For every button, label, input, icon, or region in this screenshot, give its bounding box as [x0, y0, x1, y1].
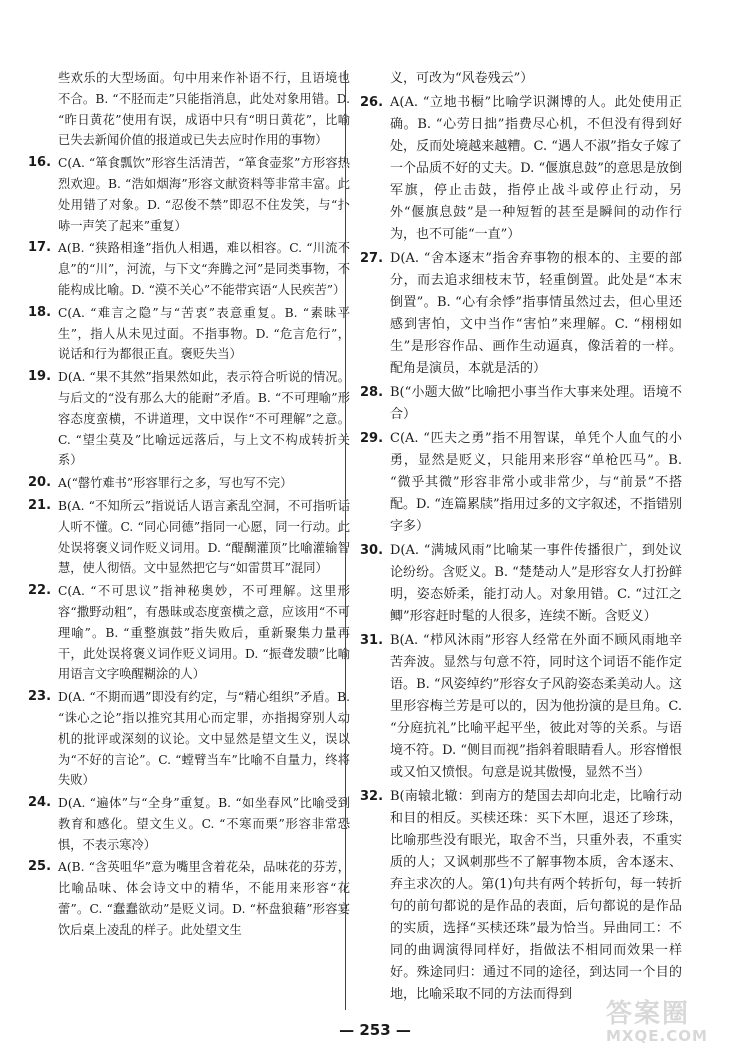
column-divider [345, 70, 346, 1010]
answer-number: 22. [28, 583, 52, 599]
answer-number: 16. [28, 155, 52, 171]
answer-entry [360, 428, 682, 538]
answer-explanation: A(B. “狭路相逢”指仇人相遇，难以相容。C. “川流不息”的“川”，河流，与下文“奔腾之河”是同类事物，不能构成比喻。D. “漠不关心”不能带宾语“人民疾苦”） [58, 241, 350, 297]
answer-entry [28, 857, 350, 940]
page-number-value: 253 [359, 1021, 391, 1039]
answer-number: 17. [28, 240, 52, 256]
answer-entry [28, 367, 350, 471]
answer-number: 26. [360, 95, 384, 110]
answer-explanation: C(A. “匹夫之勇”指不用智谋，单凭个人血气的小勇，显然是贬义，只能用来形容“单枪匹马”。B. “微乎其微”形容非常小或非常少，与“前景”不搭配。D. “连篇累牍”指用过多的文字叙述，不指错别字多） [390, 431, 682, 534]
page-number: — 253 — [339, 1021, 411, 1039]
answer-explanation: C(A. “难言之隐”与“苦衷”表意重复。B. “素昧平生”，指人从未见过面。不指事物。D. “危言危行”，说话和行为都很正直。褒贬失当） [58, 305, 350, 362]
answer-number: 23. [28, 689, 52, 705]
answer-entry [360, 248, 682, 380]
answer-entry [28, 303, 350, 365]
answer-number: 18. [28, 304, 52, 320]
answer-explanation: A(“罄竹难书”形容罪行之多，写也写不完） [58, 476, 293, 491]
answer-entry [360, 540, 682, 628]
answer-number: 27. [360, 251, 384, 266]
answer-entry [28, 153, 350, 236]
answer-number: 30. [360, 543, 384, 558]
answer-number: 19. [28, 369, 52, 385]
answer-explanation: D(A. “果不其然”指果然如此，表示符合听说的情况。与后文的“没有那么大的能耐”矛盾。B. “不可理喻”形容态度蛮横，不讲道理，文中误作“不可理解”之意。C. “望尘莫及”比喻远远落后，与上文不构成转折关系） [58, 370, 350, 468]
answer-entry [360, 92, 682, 246]
answer-explanation: D(A. “不期而遇”即没有约定，与“精心组织”矛盾。B. “诛心之论”指以推究其用心而定罪，亦指揭穿别人动机的批评或深刻的议论。文中显然是望文生义，误以为“不好的言论”。C. “螳臂当车”比喻不自量力，终将失败） [58, 690, 350, 788]
answer-explanation: C(A. “箪食瓢饮”形容生活清苦，“箪食壶浆”方形容热烈欢迎。B. “浩如烟海”形容文献资料等非常丰富。此处用错了对象。D. “忍俊不禁”即忍不住发笑，与“扑哧一声笑了起来”重复） [58, 156, 350, 233]
answer-explanation: B(A. “不知所云”指说话人语言紊乱空洞，不可指听话人听不懂。C. “同心同德”指同一心愿，同一行动。此处误将褒义词作贬义词用。D. “醍醐灌顶”比喻灌输智慧，使人彻悟。文中显然把它与“如雷贯耳”混同） [58, 498, 350, 576]
answer-explanation: D(A. “满城风雨”比喻某一事件传播很广，到处议论纷纷。含贬义。B. “楚楚动人”是形容女人打扮鲜明，姿态娇柔，能打动人。对象用错。C. “过江之鲫”形容赶时髦的人很多，连续不断。含贬义） [390, 543, 682, 624]
answer-explanation: B(南辕北辙：到南方的楚国去却向北走，比喻行动和目的相反。买椟还珠：买下木匣，退还了珍珠，比喻那些没有眼光，取舍不当，只重外表，不重实质的人；又讽刺那些不了解事物本质，舍本逐末、弃主求次的人。第(1)句共有两个转折句，每一转折句的前句都说的是作品的表面，后句都说的是作品的实质，选择“买椟还珠”最为恰当。异曲同工：不同的曲调演得同样好，指做法不相同而效果一样好。殊途同归：通过不同的途径，到达同一个目的地，比喻采取不同的方法而得到 [390, 789, 682, 1002]
answer-explanation: B(A. “栉风沐雨”形容人经常在外面不顾风雨地辛苦奔波。显然与句意不符，同时这个词语不能作定语。B. “风姿绰约”形容女子风韵姿态柔美动人。这里形容梅兰芳是可以的，因为他扮演的是旦角。C. “分庭抗礼”比喻平起平坐，彼此对等的关系。与语境不符。D. “侧目而视”指斜着眼睛看人。形容憎恨或又怕又愤恨。句意是说其傲慢，显然不当） [390, 633, 682, 780]
left-continuation-text: 些欢乐的大型场面。句中用来作补语不行，且语境也不合。B. “不胫而走”只能指消息，此处对象用错。D. “昨日黄花”使用有误，成语中只有“明日黄花”，比喻已失去新闻价值的报道或已失去应时作用的事物） [58, 71, 350, 148]
answer-number: 21. [28, 497, 52, 513]
answer-explanation: A(B. “含英咀华”意为嘴里含着花朵，品味花的芬芳，比喻品味、体会诗文中的精华，不能用来形容“花蕾”。C. “蠢蠢欲动”是贬义词。D. “杯盘狼藉”形容宴饮后桌上凌乱的样子。此处望文生 [58, 860, 350, 937]
answer-entry [28, 687, 350, 791]
answer-entry [28, 581, 350, 685]
right-continuation-text: 义，可改为“风卷残云”） [390, 71, 534, 86]
answer-explanation: C(A. “不可思议”指神秘奥妙，不可理解。这里形容“撒野动粗”，有愚昧或态度蛮横之意，应该用“不可理喻”。B. “重整旗鼓”指失败后，重新聚集力量再干，此处误将褒义词作贬义词用。D. “振聋发聩”比喻用语言文字唤醒糊涂的人） [58, 584, 350, 682]
answer-entry [28, 473, 350, 494]
watermark-sub-text: MXQE.COM [606, 1027, 708, 1045]
answer-explanation: B(“小题大做”比喻把小事当作大事来处理。语境不合） [390, 385, 682, 422]
answer-number: 28. [360, 385, 384, 400]
answer-explanation: D(A. “舍本逐末”指舍弃事物的根本的、主要的部分，而去追求细枝末节，轻重倒置。此处是“本末倒置”。B. “心有余悸”指事情虽然过去，但心里还感到害怕，文中当作“害怕”来理解。C. “栩栩如生”是形容作品、画作生动逼真，像活着的一样。配角是演员，本就是活的） [390, 251, 682, 376]
answer-entry [28, 496, 350, 579]
answer-number: 25. [28, 859, 52, 875]
watermark-logo [606, 1000, 742, 1044]
answer-number: 20. [28, 475, 52, 491]
answer-entry [360, 786, 682, 1006]
answer-number: 29. [360, 431, 384, 446]
right-column [360, 68, 682, 1008]
answer-number: 24. [28, 795, 52, 811]
answer-entry [360, 382, 682, 426]
answer-entry [28, 793, 350, 855]
answer-explanation: D(A. “遍体”与“全身”重复。B. “如坐春风”比喻受到教育和感化。望文生义。C. “不寒而栗”形容非常恐惧，不表示寒冷） [58, 796, 350, 852]
answer-number: 31. [360, 633, 384, 648]
answer-explanation: A(A. “立地书橱”比喻学识渊博的人。此处使用正确。B. “心劳日拙”指费尽心机，不但没有得到好处，反而处境越来越糟。C. “遇人不淑”指女子嫁了一个品质不好的丈夫。D. “偃旗息鼓”的意思是放倒军旗，停止击鼓，指停止战斗或停止行动，另外“偃旗息鼓”是一种短暂的甚至是瞬间的动作行为，也不可能“一直”） [390, 95, 682, 242]
watermark-main-text: 答案圈 [606, 999, 691, 1029]
answer-entry [360, 630, 682, 784]
answer-entry [28, 238, 350, 300]
left-column [28, 68, 350, 943]
answer-number: 32. [360, 789, 384, 804]
